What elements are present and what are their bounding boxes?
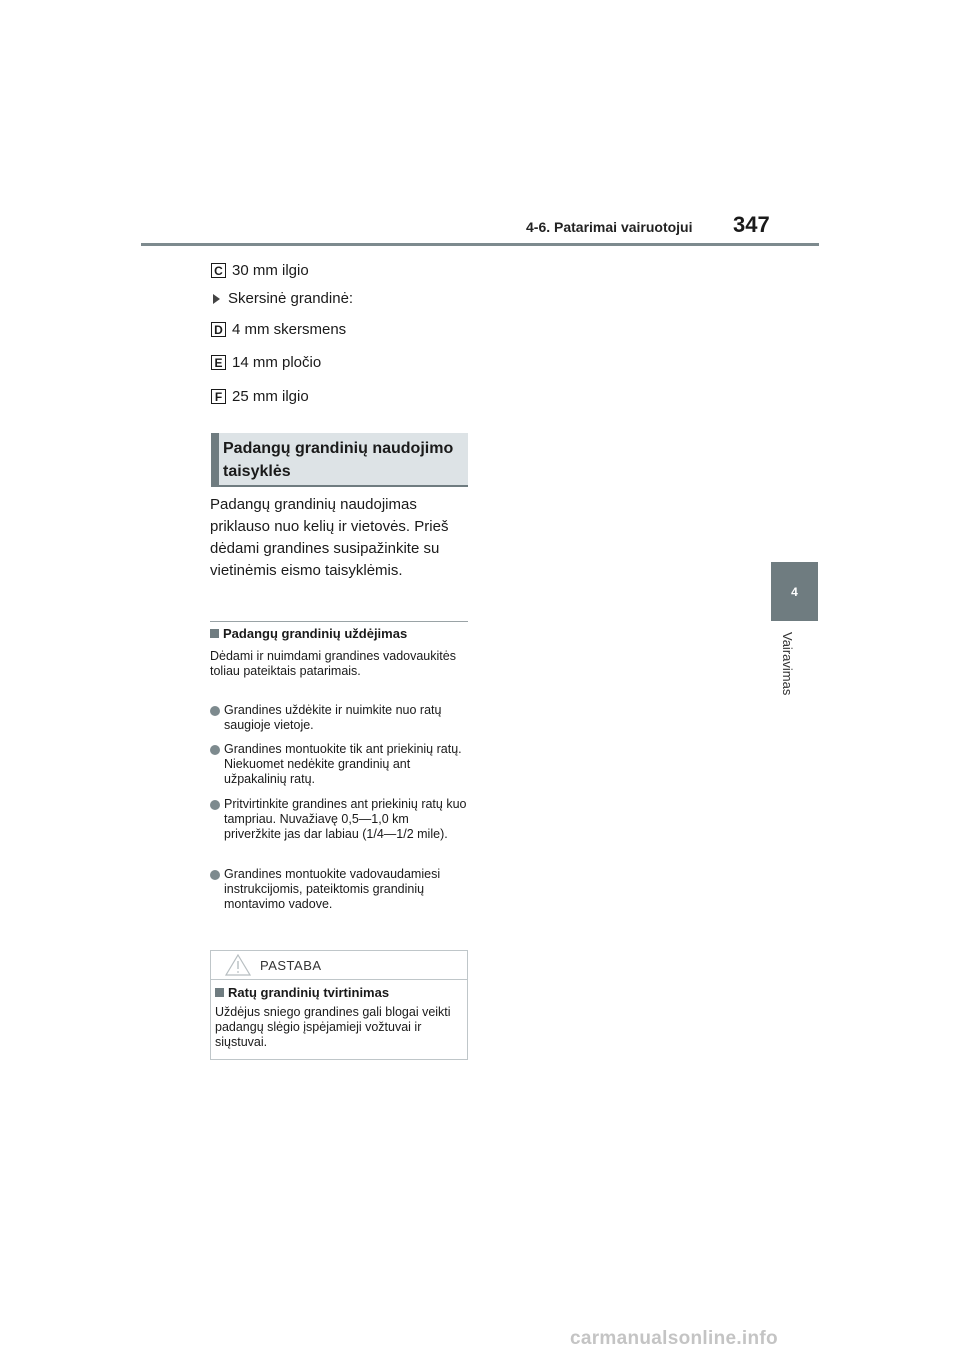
spec-item-f bbox=[211, 388, 309, 405]
notice-heading-text: Ratų grandinių tvirtinimas bbox=[228, 985, 390, 1000]
installation-heading-text: Padangų grandinių uždėjimas bbox=[223, 626, 408, 641]
spec-text: 4 mm skersmens bbox=[232, 321, 347, 338]
divider bbox=[210, 621, 468, 622]
spec-item-e bbox=[211, 354, 321, 371]
list-item bbox=[210, 703, 468, 733]
watermark: carmanualsonline.info bbox=[570, 1328, 778, 1349]
list-item bbox=[210, 742, 468, 787]
square-bullet-icon bbox=[215, 988, 224, 997]
spec-key: E bbox=[211, 355, 226, 370]
triangle-arrow-icon bbox=[213, 294, 220, 304]
spec-text: 25 mm ilgio bbox=[232, 388, 309, 405]
chapter-tab-label: Vairavimas bbox=[780, 632, 795, 696]
cross-chain-text: Skersinė grandinė: bbox=[228, 290, 354, 307]
circle-bullet-icon bbox=[210, 870, 220, 880]
spec-item-c bbox=[211, 262, 309, 279]
notice-body: Uždėjus sniego grandines gali blogai veikti padangų slėgio įspėjamieji vožtuvai ir siųstuvai. bbox=[215, 1005, 451, 1049]
header-rule bbox=[141, 243, 819, 246]
chapter-tab bbox=[771, 562, 818, 621]
page-number: 347 bbox=[733, 212, 770, 237]
installation-heading bbox=[210, 626, 407, 641]
list-item-text: Pritvirtinkite grandines ant priekinių ratų kuo tampriau. Nuvažiavę 0,5—1,0 km priveržkite jas dar labiau (1/4—1/2 mile). bbox=[224, 797, 467, 841]
circle-bullet-icon bbox=[210, 800, 220, 810]
installation-lead: Dėdami ir nuimdami grandines vadovaukitės toliau pateiktais patarimais. bbox=[210, 649, 456, 678]
cross-chain-label bbox=[213, 290, 353, 307]
spec-text: 30 mm ilgio bbox=[232, 262, 309, 279]
circle-bullet-icon bbox=[210, 745, 220, 755]
spec-key: C bbox=[211, 263, 226, 278]
spec-key: F bbox=[211, 389, 226, 404]
list-item-text: Grandines montuokite vadovaudamiesi instrukcijomis, pateiktomis grandinių montavimo vadove. bbox=[224, 867, 441, 911]
section-heading bbox=[211, 433, 468, 487]
section-intro: Padangų grandinių naudojimas priklauso nuo kelių ir vietovės. Prieš dėdami grandines susipažinkite su vietinėmis eismo taisyklėmis. bbox=[210, 496, 449, 579]
spec-item-d bbox=[211, 321, 346, 338]
circle-bullet-icon bbox=[210, 706, 220, 716]
section-heading-title: Padangų grandinių naudojimo taisyklės bbox=[223, 440, 454, 480]
spec-key: D bbox=[211, 322, 226, 337]
notice-title: PASTABA bbox=[260, 958, 322, 973]
running-header: 4-6. Patarimai vairuotojui bbox=[526, 219, 693, 235]
warning-triangle-icon bbox=[225, 954, 251, 976]
notice-title-bar bbox=[211, 951, 467, 980]
spec-text: 14 mm pločio bbox=[232, 354, 322, 371]
list-item-text: Grandines uždėkite ir nuimkite nuo ratų saugioje vietoje. bbox=[224, 703, 442, 732]
list-item bbox=[210, 797, 468, 842]
notice-heading bbox=[215, 985, 389, 1000]
notice-box bbox=[210, 950, 468, 1060]
square-bullet-icon bbox=[210, 629, 219, 638]
list-item bbox=[210, 867, 468, 912]
chapter-tab-number: 4 bbox=[791, 584, 798, 599]
list-item-text: Grandines montuokite tik ant priekinių ratų. Niekuomet nedėkite grandinių ant užpakalinių ratų. bbox=[224, 742, 462, 786]
